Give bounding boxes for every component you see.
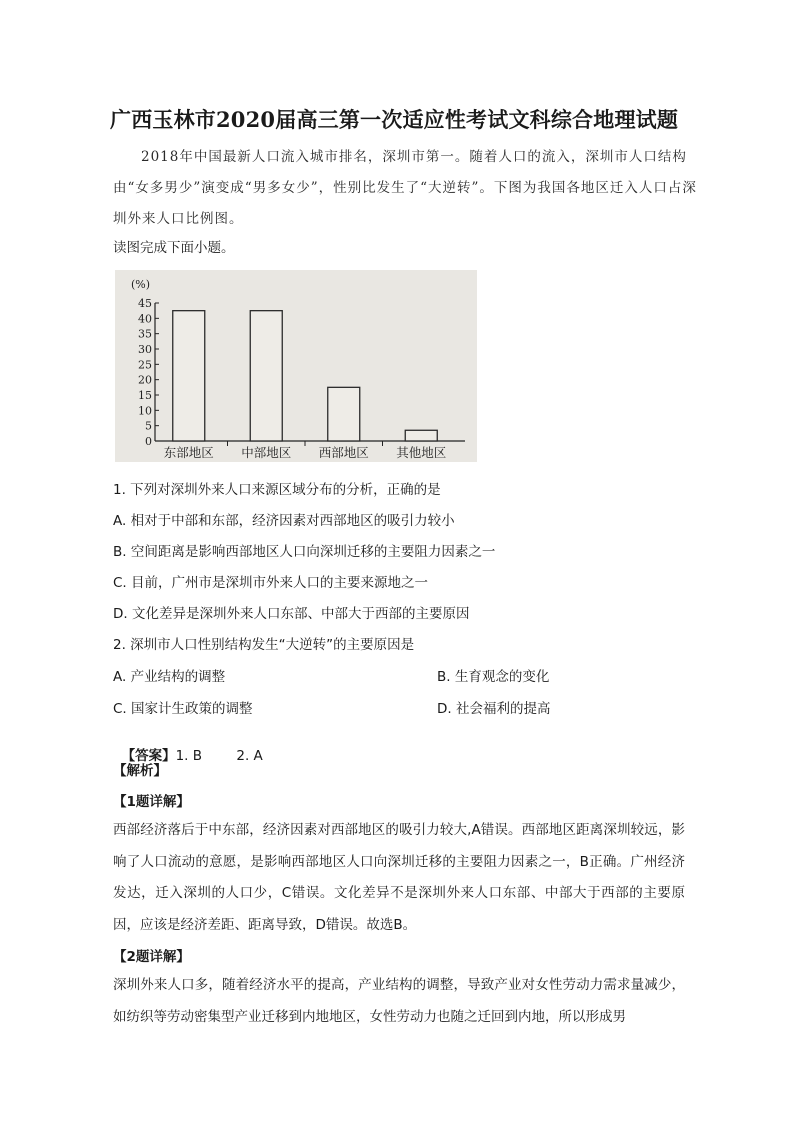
- y-tick-label: 25: [138, 358, 152, 372]
- y-tick-label: 45: [138, 297, 152, 310]
- bar-4: [405, 430, 437, 441]
- y-tick-label: 0: [145, 435, 152, 448]
- chart-svg: [115, 270, 477, 462]
- y-tick-label: 10: [138, 404, 152, 418]
- bar-1: [173, 311, 205, 441]
- question-2-stem: 2. 深圳市人口性别结构发生“大逆转”的主要原因是: [113, 637, 415, 653]
- page-title: 广西玉林市2020届高三第一次适应性考试文科综合地理试题: [110, 107, 679, 132]
- y-tick-label: 30: [138, 343, 152, 356]
- q2-detail-text: 深圳外来人口多，随着经济水平的提高，产业结构的调整，导致产业对女性劳动力需求量减少，如纺织等劳动密集型产业迁移到内地地区，女性劳动力也随之迁回到内地，所以形成男: [113, 977, 685, 1025]
- answer-text: 1. B 2. A: [175, 748, 263, 764]
- y-unit-label: (%): [131, 278, 151, 291]
- bar-chart: [115, 270, 477, 462]
- instruction-text: 读图完成下面小题。: [113, 240, 235, 256]
- y-tick-label: 5: [145, 419, 152, 433]
- q2-detail-label: 【2题详解】: [113, 949, 190, 965]
- question-1-option-b: B. 空间距离是影响西部地区人口向深圳迁移的主要阻力因素之一: [113, 544, 496, 560]
- y-tick-label: 35: [138, 327, 152, 341]
- question-1-stem: 1. 下列对深圳外来人口来源区域分布的分析，正确的是: [113, 482, 441, 498]
- intro-paragraph: 2018年中国最新人口流入城市排名，深圳市第一。随着人口的流入，深圳市人口结构由“女多男少”演变成“男多女少”，性别比发生了“大逆转”。下图为我国各地区迁入人口占深圳外来人口比例图。: [113, 149, 697, 227]
- question-2-option-d: D. 社会福利的提高: [437, 701, 551, 717]
- bar-2: [250, 311, 282, 441]
- y-tick-label: 15: [138, 389, 152, 402]
- y-tick-label: 20: [138, 373, 152, 387]
- x-category-label: 其他地区: [396, 445, 447, 460]
- question-2-option-c: C. 国家计生政策的调整: [113, 701, 253, 717]
- analysis-label: 【解析】: [113, 763, 167, 779]
- q1-detail-label: 【1题详解】: [113, 794, 190, 810]
- question-1-option-a: A. 相对于中部和东部，经济因素对西部地区的吸引力较小: [113, 513, 455, 529]
- x-category-label: 西部地区: [318, 445, 369, 460]
- q1-detail-text: 西部经济落后于中东部，经济因素对西部地区的吸引力较大,A错误。西部地区距离深圳较远，影响了人口流动的意愿，是影响西部地区人口向深圳迁移的主要阻力因素之一，B正确。广州经济发达，迁入深圳的人口少，C错误。文化差异不是深圳外来人口东部、中部大于西部的主要原因，应该是经济差距、距离导致，D错误。故选B。: [113, 822, 685, 933]
- x-category-label: 东部地区: [163, 445, 214, 460]
- question-1-option-d: D. 文化差异是深圳外来人口东部、中部大于西部的主要原因: [113, 606, 470, 622]
- question-1-option-c: C. 目前，广州市是深圳市外来人口的主要来源地之一: [113, 575, 429, 591]
- y-tick-label: 40: [138, 312, 152, 326]
- bar-3: [328, 387, 360, 441]
- x-category-label: 中部地区: [241, 445, 292, 460]
- question-2-option-a: A. 产业结构的调整: [113, 669, 226, 685]
- answer-label: 【答案】: [121, 748, 176, 764]
- question-2-option-b: B. 生育观念的变化: [437, 669, 550, 685]
